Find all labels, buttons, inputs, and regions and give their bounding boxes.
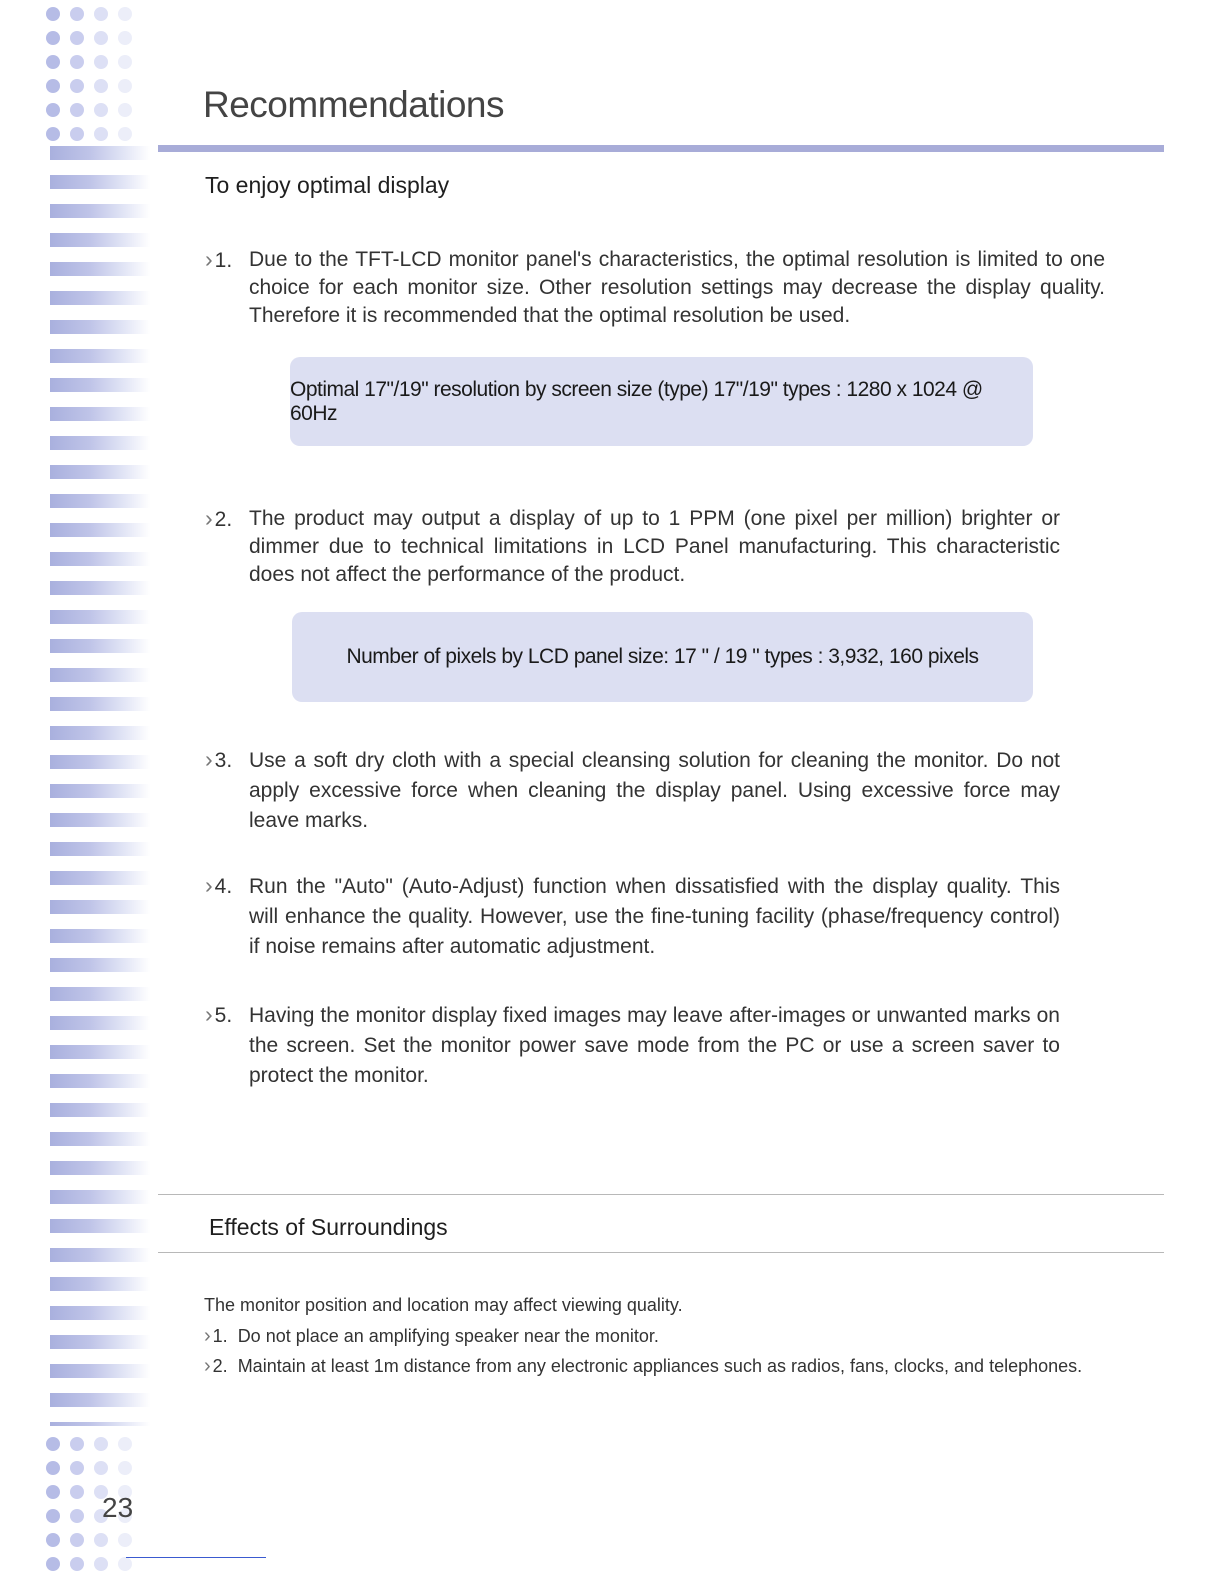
surroundings-item — [204, 1325, 659, 1348]
recommendation-item — [205, 746, 1060, 836]
page-number: 23 — [102, 1492, 134, 1523]
chevron-right-icon: › — [204, 1355, 211, 1377]
title-divider — [158, 145, 1164, 152]
item-number: 5. — [214, 1004, 233, 1027]
decorative-dot-row — [46, 1552, 156, 1576]
item-number: 4. — [214, 875, 233, 898]
item-text: Due to the TFT-LCD monitor panel's characteristics, the optimal resolution is limited to one choice for each monitor size. Other resolution settings may decrease the display quality. Therefore it is recommended that the optimal resolution be used. — [249, 248, 1105, 327]
section-heading-optimal-display: To enjoy optimal display — [205, 172, 450, 198]
page-title: Recommendations — [203, 84, 504, 125]
decorative-dot — [118, 7, 132, 21]
item-marker — [205, 872, 232, 899]
item-number: 2. — [212, 1356, 228, 1376]
decorative-dot-row — [46, 1432, 156, 1456]
item-marker — [205, 246, 232, 273]
decorative-dot-row — [46, 74, 156, 98]
decorative-dot — [118, 31, 132, 45]
decorative-dot — [46, 1461, 60, 1475]
decorative-dot-row — [46, 1504, 156, 1528]
decorative-dot — [70, 1461, 84, 1475]
decorative-dot-row — [46, 1456, 156, 1480]
item-text: The product may output a display of up to 1 PPM (one pixel per million) brighter or dimmer due to technical limitations in LCD Panel manufacturing. This characteristic does not affect the performance of the product. — [249, 507, 1060, 586]
decorative-dot — [46, 1533, 60, 1547]
chevron-right-icon: › — [205, 746, 213, 772]
decorative-dot-row — [46, 98, 156, 122]
pixel-count-box: Number of pixels by LCD panel size: 17 " / 19 " types : 3,932, 160 pixels — [292, 612, 1033, 702]
item-marker — [205, 1001, 232, 1028]
decorative-dot — [46, 1485, 60, 1499]
decorative-dot — [46, 1557, 60, 1571]
decorative-dot — [46, 31, 60, 45]
chevron-right-icon: › — [205, 246, 213, 272]
decorative-dot — [70, 79, 84, 93]
decorative-dot — [46, 7, 60, 21]
item-number: 1. — [214, 249, 233, 272]
decorative-dot — [94, 103, 108, 117]
decorative-dot — [118, 1557, 132, 1571]
surroundings-item — [204, 1355, 1082, 1378]
chevron-right-icon: › — [205, 872, 213, 898]
decorative-dot — [46, 79, 60, 93]
decorative-dot — [70, 55, 84, 69]
decorative-dot — [94, 1557, 108, 1571]
decorative-dot-row — [46, 2, 156, 26]
decorative-dot — [118, 1461, 132, 1475]
section-divider-top — [158, 1194, 1164, 1195]
decorative-dot — [70, 1509, 84, 1523]
decorative-dot — [94, 7, 108, 21]
chevron-right-icon: › — [205, 505, 213, 531]
decorative-dot — [118, 79, 132, 93]
decorative-dot — [118, 127, 132, 141]
footer-underline — [126, 1557, 266, 1558]
decorative-dot-row — [46, 1480, 156, 1504]
decorative-dot — [46, 127, 60, 141]
decorative-dot — [46, 55, 60, 69]
decorative-dot-grid-top — [46, 2, 156, 146]
chevron-right-icon: › — [205, 1001, 213, 1027]
item-marker — [205, 746, 232, 773]
decorative-dot-row — [46, 1528, 156, 1552]
decorative-dot — [94, 1533, 108, 1547]
decorative-dot — [70, 31, 84, 45]
recommendation-item — [205, 246, 1105, 330]
decorative-dot-row — [46, 122, 156, 146]
item-number: 2. — [214, 508, 233, 531]
decorative-dot — [70, 1533, 84, 1547]
section-divider-bottom — [158, 1252, 1164, 1253]
recommendation-item — [205, 872, 1060, 962]
item-text: Do not place an amplifying speaker near the monitor. — [237, 1326, 659, 1346]
decorative-dot-row — [46, 50, 156, 74]
item-text: Maintain at least 1m distance from any electronic appliances such as radios, fans, clocks, and telephones. — [237, 1356, 1083, 1376]
item-text: Having the monitor display fixed images may leave after-images or unwanted marks on the screen. Set the monitor power save mode from the PC or use a screen saver to protect the monitor. — [249, 1004, 1060, 1087]
decorative-dot — [46, 1437, 60, 1451]
recommendation-item — [205, 1001, 1060, 1091]
item-text: Use a soft dry cloth with a special cleansing solution for cleaning the monitor. Do not apply excessive force when cleaning the display panel. Using excessive force may leave marks. — [249, 749, 1060, 832]
decorative-dot — [118, 55, 132, 69]
surroundings-intro: The monitor position and location may affect viewing quality. — [204, 1295, 683, 1315]
decorative-dot — [118, 1533, 132, 1547]
decorative-dot — [94, 79, 108, 93]
chevron-right-icon: › — [204, 1325, 211, 1347]
decorative-dot — [70, 1485, 84, 1499]
item-text: Run the "Auto" (Auto-Adjust) function when dissatisfied with the display quality. This will enhance the quality. However, use the fine-tuning facility (phase/frequency control) if noise remains after automatic adjustment. — [249, 875, 1060, 958]
decorative-dot-row — [46, 26, 156, 50]
section-heading-surroundings: Effects of Surroundings — [209, 1214, 448, 1240]
decorative-dot — [94, 55, 108, 69]
decorative-dot — [118, 1437, 132, 1451]
decorative-dot-grid-bottom — [46, 1432, 156, 1576]
decorative-dot — [46, 103, 60, 117]
decorative-dot — [70, 1437, 84, 1451]
decorative-stripe-column — [50, 146, 150, 1426]
decorative-dot — [94, 1437, 108, 1451]
decorative-dot — [118, 103, 132, 117]
decorative-dot — [46, 1509, 60, 1523]
decorative-dot — [94, 31, 108, 45]
decorative-dot — [70, 7, 84, 21]
decorative-dot — [70, 127, 84, 141]
decorative-dot — [94, 1461, 108, 1475]
decorative-dot — [70, 103, 84, 117]
item-marker — [205, 505, 232, 532]
decorative-dot — [94, 127, 108, 141]
item-number: 1. — [212, 1326, 228, 1346]
decorative-dot — [70, 1557, 84, 1571]
optimal-resolution-box: Optimal 17"/19" resolution by screen size (type) 17"/19" types : 1280 x 1024 @ 60Hz — [290, 357, 1033, 446]
item-number: 3. — [214, 749, 233, 772]
recommendation-item — [205, 505, 1060, 589]
